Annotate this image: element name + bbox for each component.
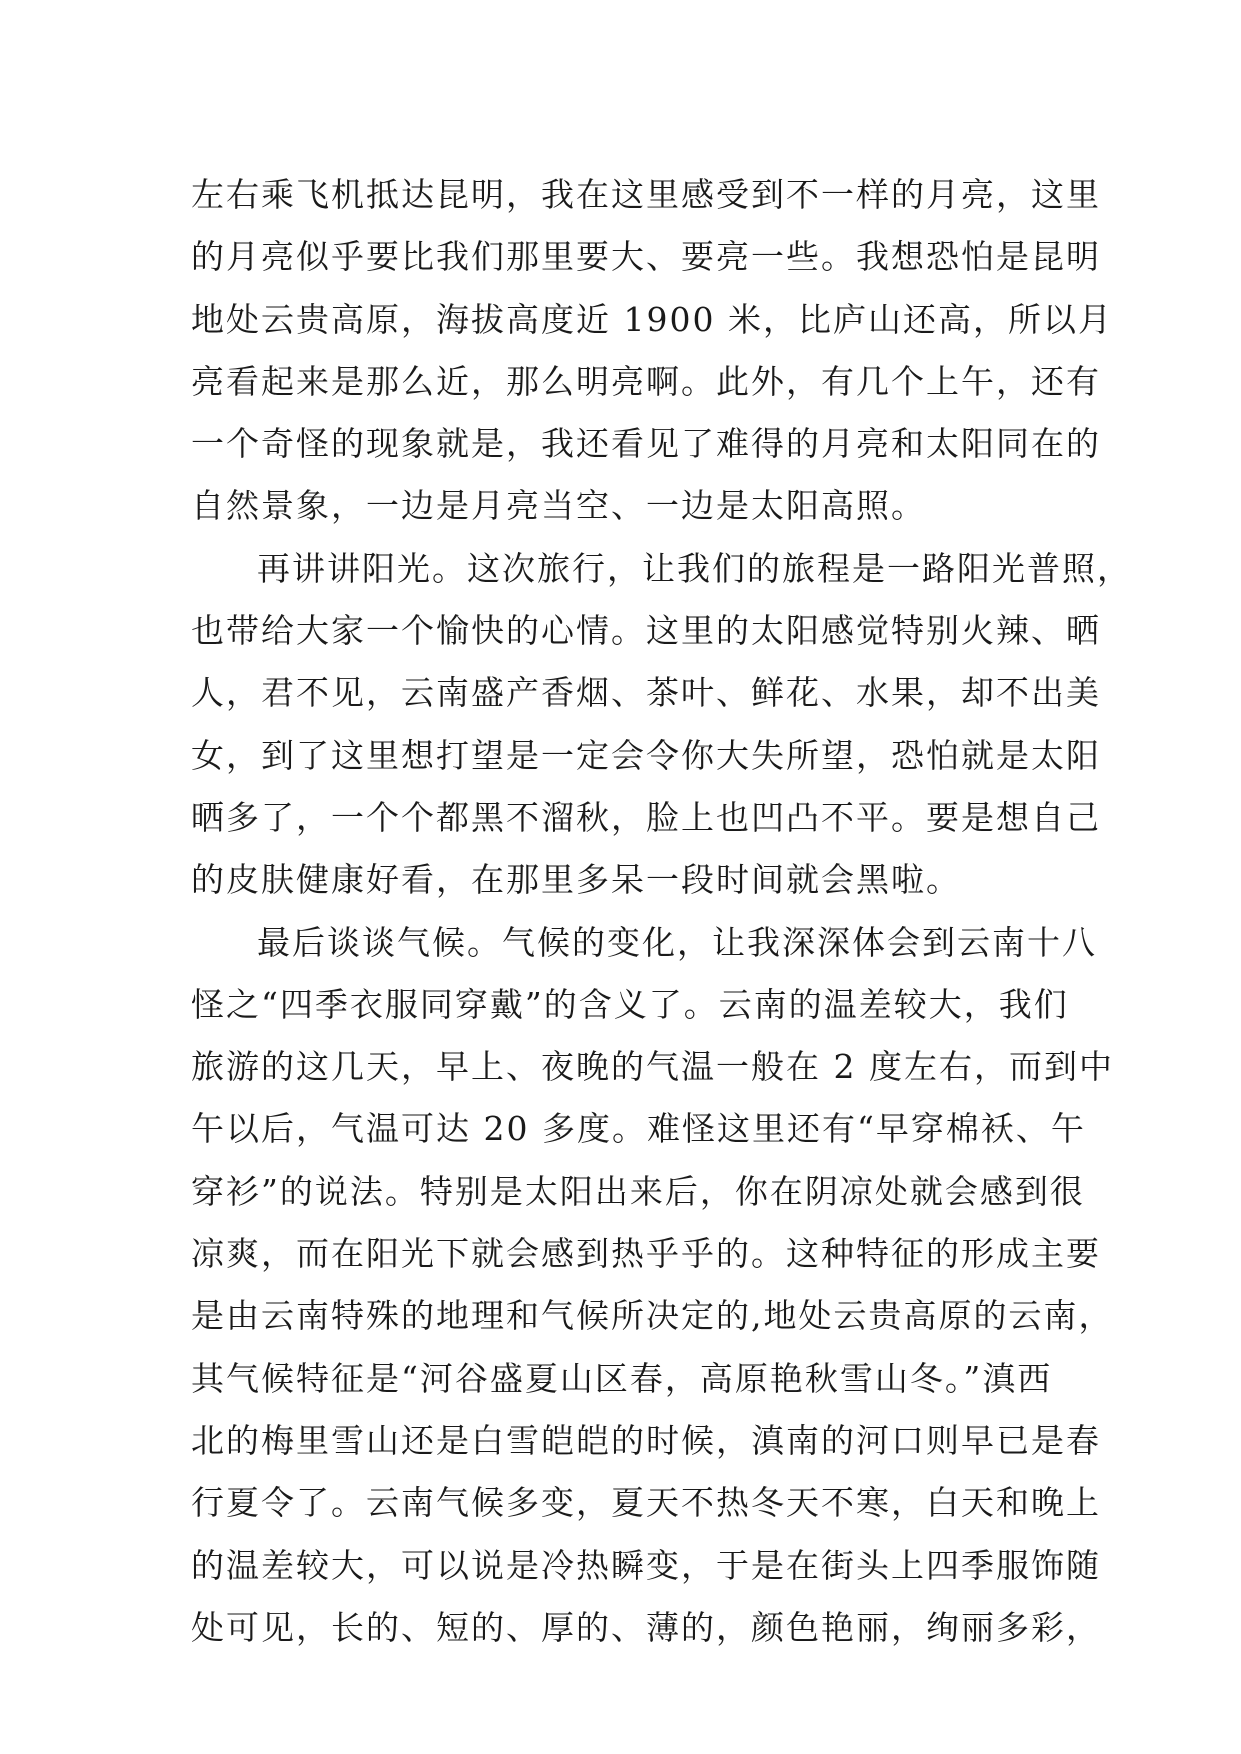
text-line: 亮看起来是那么近，那么明亮啊。此外，有几个上午，还有 — [191, 361, 1101, 401]
text-line: 行夏令了。云南气候多变，夏天不热冬天不寒，白天和晚上 — [191, 1483, 1101, 1523]
text-line: 北的梅里雪山还是白雪皑皑的时候，滇南的河口则早已是春 — [191, 1420, 1101, 1460]
text-line: 自然景象，一边是月亮当空、一边是太阳高照。 — [191, 486, 926, 526]
text-line: 人，君不见，云南盛产香烟、茶叶、鲜花、水果，却不出美 — [191, 673, 1101, 713]
text-line: 的皮肤健康好看，在那里多呆一段时间就会黑啦。 — [191, 860, 961, 900]
text-line: 晒多了，一个个都黑不溜秋，脸上也凹凸不平。要是想自己 — [191, 797, 1101, 837]
text-line: 的月亮似乎要比我们那里要大、要亮一些。我想恐怕是昆明 — [191, 237, 1101, 277]
text-line: 也带给大家一个愉快的心情。这里的太阳感觉特别火辣、晒 — [191, 611, 1101, 651]
text-line: 的温差较大，可以说是冷热瞬变，于是在街头上四季服饰随 — [191, 1545, 1101, 1585]
text-line: 左右乘飞机抵达昆明，我在这里感受到不一样的月亮，这里 — [191, 175, 1101, 214]
paragraph-start-line: 最后谈谈气候。气候的变化，让我深深体会到云南十八 — [257, 922, 1097, 962]
text-line: 午以后，气温可达 20 多度。难怪这里还有“早穿棉袄、午 — [191, 1109, 1086, 1149]
text-line: 女，到了这里想打望是一定会令你大失所望，恐怕就是太阳 — [191, 735, 1101, 775]
text-line: 是由云南特殊的地理和气候所决定的,地处云贵高原的云南， — [191, 1296, 1114, 1336]
paragraph-start-line: 再讲讲阳光。这次旅行，让我们的旅程是一路阳光普照， — [257, 548, 1132, 588]
text-line: 怪之“四季衣服同穿戴”的含义了。云南的温差较大，我们 — [191, 984, 1069, 1024]
text-line: 旅游的这几天，早上、夜晚的气温一般在 2 度左右，而到中 — [191, 1047, 1114, 1087]
text-line: 其气候特征是“河谷盛夏山区春，高原艳秋雪山冬。”滇西 — [191, 1358, 1053, 1398]
text-line: 一个奇怪的现象就是，我还看见了难得的月亮和太阳同在的 — [191, 424, 1101, 464]
text-line: 穿衫”的说法。特别是太阳出来后，你在阴凉处就会感到很 — [191, 1171, 1085, 1211]
text-line: 地处云贵高原，海拔高度近 1900 米，比庐山还高，所以月 — [191, 299, 1113, 339]
body-text — [191, 164, 1132, 1659]
text-line: 凉爽，而在阳光下就会感到热乎乎的。这种特征的形成主要 — [191, 1234, 1101, 1274]
text-line: 处可见，长的、短的、厚的、薄的，颜色艳丽，绚丽多彩， — [191, 1607, 1101, 1647]
